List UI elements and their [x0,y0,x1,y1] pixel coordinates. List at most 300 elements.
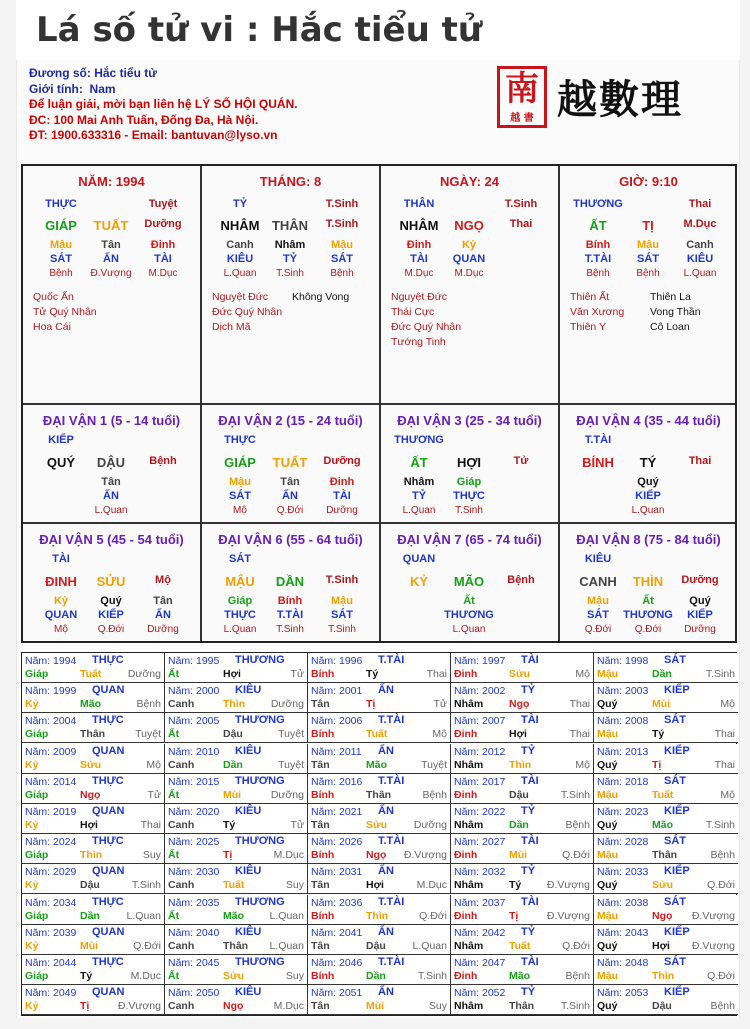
dai-van-branch: TUẤT [272,455,308,470]
year-cell [594,834,738,864]
year-label: Năm: 2017 [454,775,506,788]
pillar-branch-stage: M.Dục [683,218,717,230]
pillar-god: THÂN [403,198,435,210]
year-cell [451,744,594,774]
year-stem: Canh [168,758,195,771]
year-god: TỶ [521,986,536,999]
year-stage: Q.Đới [562,939,590,952]
year-god: THƯƠNG [235,774,285,787]
hidden-stem: Bính [277,595,303,607]
year-stage: Đ.Vượng [691,939,735,952]
star-name: Thái Cực [391,306,435,318]
year-stage: Đ.Vượng [117,1000,161,1013]
year-cell [22,683,165,713]
star-name: Đức Quý Nhân [391,321,462,333]
year-cell [165,713,308,743]
year-stage: Tuyệt [135,728,161,741]
pillar-branch-stage: Dưỡng [144,218,182,230]
hidden-stage: Đ.Vượng [90,268,132,279]
year-cell [22,895,165,925]
year-branch: Mão [223,909,244,922]
year-branch: Tị [366,698,376,711]
hidden-stage: Bệnh [49,268,73,279]
year-label: Năm: 1994 [25,655,77,667]
dai-van-stem-branch-row [560,455,737,471]
pillar-stars-left [570,290,624,335]
year-branch: Thìn [509,758,532,771]
year-stem: Canh [168,819,195,831]
year-branch: Ngọ [80,788,101,801]
hidden-stage: Q.Đới [584,624,612,635]
year-god: T.TÀI [378,895,405,908]
year-stage: T.Sinh [705,819,735,831]
year-stage: Mộ [720,698,735,711]
year-branch: Dậu [366,939,386,952]
year-cell [165,864,308,894]
year-stage: Thai [426,668,447,680]
year-stem: Bính [311,728,335,741]
year-label: Năm: 2027 [454,836,506,849]
year-cell [594,895,738,925]
dai-van-stem: QUÝ [46,455,76,470]
year-branch: Thìn [223,698,246,711]
hidden-stem: Quý [100,595,122,607]
dai-van-branch: DẬU [96,455,126,470]
year-god: KIẾP [664,865,690,878]
dai-van-god: SÁT [229,553,251,565]
dai-van-cell [23,524,200,641]
year-cell [165,955,308,985]
dai-van-title: ĐẠI VẬN 2 (15 - 24 tuổi) [218,413,363,428]
year-god: THỰC [92,774,124,787]
year-label: Năm: 2033 [597,866,649,879]
pillar-title: NĂM: 1994 [78,174,145,189]
hidden-god: KIÊU [686,253,714,265]
year-stem: Mậu [597,668,618,680]
dai-van-stem-branch-row [202,455,379,471]
year-label: Năm: 2010 [168,745,220,758]
year-stage: Tử [147,788,161,801]
hidden-stem: Tân [153,595,173,607]
year-branch: Thìn [80,849,103,862]
hidden-stage: M.Dục [454,268,484,279]
year-cell [165,774,308,804]
year-god: QUAN [92,925,125,938]
year-stem: Mậu [597,728,618,741]
year-stem: Kỷ [25,819,39,831]
year-branch: Tuất [223,879,245,892]
year-cell [308,713,451,743]
chart-sheet [16,60,740,1018]
year-stem: Tân [311,879,330,892]
hidden-stem: Tân [280,476,300,488]
year-god: TÀI [521,714,539,727]
year-stem: Canh [168,698,195,711]
year-god: KIẾP [664,986,690,999]
year-stem: Kỷ [25,939,39,952]
year-god: QUAN [92,865,125,878]
hidden-stem: Tân [101,476,121,488]
pillar-stars-left [212,290,282,335]
pillar-god-row [23,198,200,214]
year-god: TỶ [521,805,536,817]
year-cell [308,774,451,804]
year-label: Năm: 2014 [25,775,77,788]
dai-van-stage: T.Sinh [325,574,359,586]
year-branch: Dần [652,668,672,680]
hidden-stem: Đinh [329,476,355,488]
year-god: ẤN [378,744,394,757]
hidden-god: KIẾP [98,609,124,621]
phone-email-line: ĐT: 1900.633316 - Email: bantuvan@lyso.vn [29,128,278,142]
pillar-stars-right [650,290,701,335]
pillar-stars-left [391,290,461,350]
year-cell [308,955,451,985]
hidden-god: SÁT [331,609,353,621]
year-god: TÀI [521,654,539,666]
year-branch: Tuất [366,728,388,741]
year-label: Năm: 2003 [597,685,649,698]
year-branch: Hợi [223,668,241,680]
pillar-god-row [560,198,737,214]
year-stage: Bệnh [422,788,447,801]
year-label: Năm: 2013 [597,745,649,758]
hidden-god: THỰC [224,609,256,621]
year-god: THỰC [92,895,124,908]
hidden-god: ẤN [103,253,119,265]
year-label: Năm: 2025 [168,836,220,849]
hidden-stem: Canh [686,239,714,251]
year-stage: Dưỡng [413,819,447,831]
year-cell [594,864,738,894]
year-stem: Ất [168,668,180,680]
hidden-god: SÁT [229,490,251,502]
year-cell [308,653,451,683]
star-name: Văn Xương [570,306,625,318]
year-stage: M.Dục [416,879,447,892]
red-seal-logo: 南 越 書 [497,66,547,128]
dai-van-stem: BÍNH [582,455,614,470]
year-label: Năm: 1997 [454,655,506,667]
dai-van-god: TÀI [52,553,70,565]
year-label: Năm: 2007 [454,715,506,728]
year-label: Năm: 2000 [168,685,220,698]
year-god: ẤN [378,986,394,999]
year-stage: T.Sinh [417,970,447,982]
year-stage: Q.Đới [419,909,447,922]
year-branch: Dần [366,970,386,982]
year-branch: Thân [80,728,106,741]
year-stem: Tân [311,819,330,831]
year-god: T.TÀI [378,774,405,787]
dai-van-branch: HỢI [456,455,482,470]
hidden-god: TÀI [410,253,428,265]
hidden-god: QUAN [452,253,486,265]
pillar-cell [560,166,737,403]
hidden-god: KIÊU [226,253,254,265]
dai-van-stem-branch-row [23,455,200,471]
year-label: Năm: 2001 [311,685,363,698]
hidden-stage: Dưỡng [147,624,179,635]
year-stage: L.Quan [412,939,447,952]
hidden-god: KIẾP [635,490,661,502]
dai-van-stem-branch-row [202,574,379,590]
year-cell [165,985,308,1015]
hidden-stage: Mộ [233,505,247,516]
year-god: TÀI [521,956,539,968]
hidden-stem: Kỷ [53,595,69,607]
hidden-stage: T.Sinh [328,624,356,635]
year-stem: Canh [168,879,195,892]
pillar-stem: NHÂM [220,218,260,233]
year-stage: Q.Đới [133,939,161,952]
year-branch: Tị [652,758,662,771]
dai-van-title: ĐẠI VẬN 7 (65 - 74 tuổi) [397,532,542,547]
year-stage: T.Sinh [705,668,735,680]
year-god: SÁT [664,654,686,666]
year-branch: Tị [223,849,233,862]
year-stem: Mậu [597,970,618,982]
hidden-stage: T.Sinh [276,268,304,279]
year-stem: Bính [311,668,335,680]
dai-van-stem-branch-row [381,455,558,471]
year-branch: Sửu [509,668,531,680]
year-label: Năm: 2048 [597,957,649,969]
year-stage: Dưỡng [270,788,304,801]
year-label: Năm: 2029 [25,866,77,879]
hidden-stage: T.Sinh [276,624,304,635]
year-branch: Dậu [223,728,243,741]
dai-van-cell [202,524,379,641]
hidden-stem: Mậu [229,476,251,488]
year-stage: L.Quan [269,909,304,922]
year-cell [22,955,165,985]
year-label: Năm: 2028 [597,836,649,849]
dai-van-title: ĐẠI VẬN 3 (25 - 34 tuổi) [397,413,542,428]
year-stem: Mậu [597,849,618,862]
year-god: KIẾP [664,744,690,757]
year-branch: Sửu [652,879,674,892]
year-god: SÁT [664,835,686,848]
year-cell [451,864,594,894]
year-cell [22,985,165,1015]
year-branch: Mùi [223,788,242,801]
year-branch: Mùi [652,698,671,711]
year-label: Năm: 2020 [168,806,220,818]
year-stem: Ất [168,849,180,862]
star-name: Vong Thần [650,306,701,318]
hidden-stem: Đinh [406,239,432,251]
year-label: Năm: 2032 [454,866,506,879]
year-label: Năm: 2042 [454,926,506,939]
pillar-god-row [202,198,379,214]
year-cell [451,774,594,804]
year-branch: Mão [366,758,387,771]
year-cell [308,834,451,864]
year-cell [165,653,308,683]
year-stem: Nhâm [454,758,484,771]
year-label: Năm: 2008 [597,715,649,728]
dai-van-branch: THÌN [632,574,664,589]
year-branch: Thìn [652,970,675,982]
year-stage: Tử [290,668,304,680]
dai-van-stem-branch-row [23,574,200,590]
pillar-stars-left [33,290,97,335]
year-god: ẤN [378,805,394,817]
dai-van-stage: Mộ [155,574,171,586]
dai-van-god: KIẾP [48,434,74,446]
gender-line: Giới tính: Nam [29,81,116,96]
year-stem: Ất [168,909,180,922]
year-cell [22,713,165,743]
dai-van-god: T.TÀI [584,434,612,446]
year-cell [22,804,165,834]
dai-van-title: ĐẠI VẬN 6 (55 - 64 tuổi) [218,532,363,547]
year-branch: Sửu [223,970,245,982]
pillar-branch-stage: T.Sinh [325,218,359,230]
year-label: Năm: 2024 [25,836,77,849]
hidden-god: THỰC [453,490,485,502]
year-label: Năm: 2011 [311,745,362,758]
year-branch: Mão [509,970,530,982]
pillar-cell [202,166,379,403]
year-stem: Đinh [454,728,478,741]
dai-van-stem: GIÁP [224,455,256,470]
year-label: Năm: 2044 [25,957,77,969]
pillar-title: THÁNG: 8 [259,174,322,189]
hidden-stage: Q.Đới [276,505,304,516]
year-cell [22,744,165,774]
hidden-god: ẤN [103,490,119,502]
year-stage: Suy [142,849,161,862]
pillar-branch: THÂN [271,218,309,233]
year-cell [451,834,594,864]
year-cell [165,683,308,713]
year-label: Năm: 2019 [25,806,77,818]
year-branch: Dần [509,819,529,831]
year-god: TÀI [521,774,539,787]
hidden-stem: Mậu [637,239,659,251]
hidden-stem: Kỷ [461,239,477,251]
year-cell [594,955,738,985]
year-label: Năm: 2022 [454,806,506,818]
dai-van-god: KIÊU [584,553,612,565]
year-label: Năm: 1999 [25,685,77,698]
year-god: THƯƠNG [235,654,285,666]
year-stage: Bệnh [565,819,590,831]
year-cell [451,683,594,713]
year-stage: Mộ [575,758,590,771]
hidden-god: TÀI [333,490,351,502]
year-god: QUAN [92,744,125,757]
owner-info [29,66,298,144]
year-god: KIẾP [664,684,690,697]
year-stem: Bính [311,909,335,922]
year-stem: Kỷ [25,1000,39,1013]
year-label: Năm: 2053 [597,987,649,1000]
dai-van-stem-branch-row [560,574,737,590]
year-stem: Quý [597,698,618,711]
hidden-god: QUAN [44,609,78,621]
year-label: Năm: 2039 [25,926,77,939]
hidden-stem: Ất [463,595,475,607]
year-branch: Tý [366,668,379,680]
year-stem: Quý [597,1000,618,1013]
pillar-god-row [381,198,558,214]
year-branch: Mão [80,698,101,711]
pillar-stage: Tuyệt [148,198,178,210]
year-stem: Canh [168,939,195,952]
hidden-god: ẤN [282,490,298,502]
hidden-god: TỶ [411,490,427,502]
year-stage: Đ.Vượng [546,909,590,922]
year-stem: Tân [311,698,330,711]
year-cell [22,925,165,955]
year-stage: M.Dục [273,1000,304,1013]
year-god: T.TÀI [378,956,405,968]
year-branch: Thân [366,788,392,801]
dai-van-stem-branch-row [381,574,558,590]
year-branch: Hợi [80,819,98,831]
year-cell [594,744,738,774]
year-stage: T.Sinh [131,879,161,892]
dai-van-cell [560,524,737,641]
year-cell [308,925,451,955]
year-stem: Tân [311,939,330,952]
year-stage: Tuyệt [278,728,304,741]
hidden-stage: L.Quan [452,624,486,635]
dai-van-stem: KỶ [409,574,429,589]
pillar-stem: GIÁP [45,218,77,233]
hidden-stage: M.Dục [404,268,434,279]
year-stem: Kỷ [25,698,39,711]
year-branch: Mùi [366,1000,385,1013]
year-label: Năm: 2038 [597,896,649,909]
year-label: Năm: 2052 [454,987,506,1000]
year-god: SÁT [664,714,686,727]
year-stage: Tử [290,819,304,831]
year-cell [594,985,738,1015]
year-stage: Bệnh [565,970,590,982]
year-label: Năm: 2045 [168,957,220,969]
year-label: Năm: 2047 [454,957,506,969]
dai-van-stage: Dưỡng [681,574,719,586]
hidden-stem: Nhâm [403,476,435,488]
year-cell [451,955,594,985]
hidden-stage: T.Sinh [455,505,483,516]
pillar-stem: NHÂM [399,218,439,233]
hidden-god: TÀI [154,253,172,265]
year-branch: Tị [80,1000,90,1013]
pillar-cell [381,166,558,403]
dai-van-cell [381,524,558,641]
dai-van-title: ĐẠI VẬN 8 (75 - 84 tuổi) [576,532,721,547]
dai-van-stage: Dưỡng [323,455,361,467]
year-branch: Ngọ [652,909,673,922]
hidden-stem: Bính [585,239,611,251]
year-god: THỰC [92,654,124,666]
year-stem: Nhâm [454,819,484,831]
star-name: Thiên Y [570,321,606,333]
year-label: Năm: 2021 [311,806,363,818]
hidden-stem: Giáp [456,476,482,488]
year-god: TỶ [521,684,536,697]
year-stage: Tuyệt [278,758,304,771]
year-stage: Q.Đới [562,849,590,862]
year-branch: Tuất [80,668,102,680]
year-label: Năm: 2016 [311,775,363,788]
year-label: Năm: 2035 [168,896,220,909]
